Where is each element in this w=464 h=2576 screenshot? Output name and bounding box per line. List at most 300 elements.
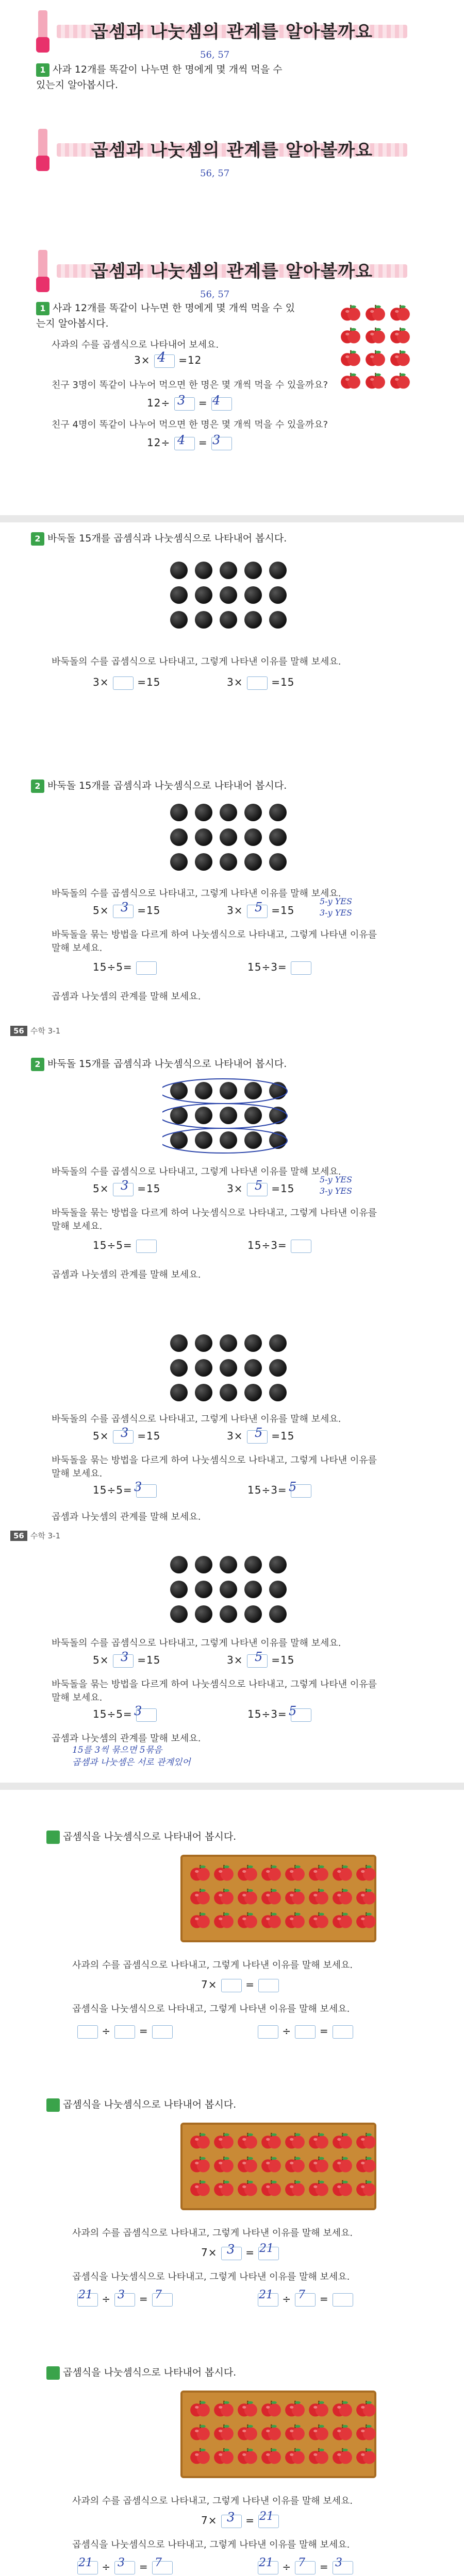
apple-item — [190, 2400, 212, 2420]
q3-text-3: 곱셈식을 나눗셈식으로 나타내어 봅시다. — [63, 2367, 237, 2378]
dot-item — [244, 586, 262, 604]
dot-item — [195, 1581, 212, 1598]
panel-q1-worked — [0, 240, 464, 513]
q2-sub-b-4: 바둑돌을 묶는 방법을 다르게 하여 나눗셈식으로 나타내고, 그렇게 나타낸 이유를 말해 보세요. — [52, 1455, 377, 1479]
dot-item — [170, 828, 188, 846]
q3-eq-a: 7× = — [201, 1978, 279, 1992]
apple-item — [237, 2132, 260, 2153]
dot-item — [170, 611, 188, 629]
dot-item — [220, 804, 237, 821]
panel-q2-worked — [0, 1329, 464, 1546]
apple-item — [308, 2156, 331, 2176]
dot-item — [269, 611, 287, 629]
dot-item — [244, 1605, 262, 1623]
apple-item — [285, 2132, 307, 2153]
q2-number-2: 2 — [31, 779, 44, 793]
apple-item — [261, 1911, 284, 1932]
q2-text: 바둑돌 15개를 곱셈식과 나눗셈식으로 나타내어 봅시다. — [47, 533, 287, 544]
apple-item — [261, 1864, 284, 1885]
dot-item — [220, 1384, 237, 1401]
panel-q2-grouped — [0, 1051, 464, 1319]
apple-item — [261, 2424, 284, 2444]
dot-item — [170, 1334, 188, 1352]
apple-item — [261, 2400, 284, 2420]
dot-item — [244, 828, 262, 846]
dot-item — [170, 804, 188, 821]
q2-hw-a1-5: 3 — [121, 1650, 129, 1664]
q3-hw-a1-3: 3 — [227, 2510, 235, 2524]
apple-item — [237, 2447, 260, 2468]
q1-text: 사과 12개를 똑같이 나누면 한 명에게 몇 개씩 먹을 수 있는지 알아봅시다. — [36, 64, 283, 91]
q2-box-a2[interactable] — [247, 676, 268, 690]
dot-item — [195, 586, 212, 604]
q2-hw-b1-5: 3 — [134, 1704, 142, 1718]
apple-item — [213, 2156, 236, 2176]
q2-note3: 15를 3씩 묶으면 5묶음 — [72, 1745, 162, 1755]
apple-item — [190, 2156, 212, 2176]
apple-item — [237, 1864, 260, 1885]
dot-item — [269, 1556, 287, 1573]
q2-sub-c-5: 곱셈과 나눗셈의 관계를 말해 보세요. — [52, 1733, 201, 1744]
q2-sub-b-5: 바둑돌을 묶는 방법을 다르게 하여 나눗셈식으로 나타내고, 그렇게 나타낸 이유를 말해 보세요. — [52, 1679, 377, 1703]
dot-item — [269, 1384, 287, 1401]
q3-text-2: 곱셈식을 나눗셈식으로 나타내어 봅시다. — [63, 2099, 237, 2110]
q3-hw-a2-2: 21 — [259, 2242, 274, 2255]
q3-box-b1b[interactable] — [114, 2025, 135, 2039]
dot-item — [170, 853, 188, 871]
q3-box-b1c[interactable] — [152, 2025, 173, 2039]
apple-item — [356, 2447, 378, 2468]
q2-box-b1-3[interactable] — [136, 1240, 157, 1253]
go-stone-grid — [170, 562, 287, 629]
q1-sub-b: 친구 3명이 똑같이 나누어 먹으면 한 명은 몇 개씩 먹을 수 있을까요? — [52, 380, 328, 391]
dot-item — [170, 1581, 188, 1598]
q2-eq-b2-4: 15÷3= — [247, 1484, 311, 1498]
apple-item — [390, 349, 412, 370]
dot-item — [244, 1556, 262, 1573]
dot-item — [244, 562, 262, 579]
dot-item — [220, 853, 237, 871]
q2-hw-a2-5: 5 — [255, 1650, 263, 1664]
apple-item — [285, 1888, 307, 1908]
apple-item — [332, 1864, 355, 1885]
panel-q3-worked — [0, 2360, 464, 2576]
dot-item — [170, 1556, 188, 1573]
panel-q3-blank — [0, 1824, 464, 2081]
q2-eq-a2-3: 3× =15 — [227, 1182, 294, 1196]
apple-item — [308, 1888, 331, 1908]
q2-note2-3: 3-y YES — [320, 1186, 352, 1196]
panel-q2-partial — [0, 773, 464, 1041]
q2-box-b2-3[interactable] — [291, 1240, 311, 1253]
apple-item — [190, 1864, 212, 1885]
q2-eq-b1-5: 15÷5= — [93, 1708, 157, 1722]
q3-box-b2a[interactable] — [258, 2025, 278, 2039]
footer-label: 수학 3-1 — [30, 1026, 61, 1036]
q3-question-2 — [46, 2097, 236, 2112]
q2-box-b1-2[interactable] — [136, 961, 157, 975]
dot-item — [170, 1605, 188, 1623]
lesson-header-2 — [0, 118, 464, 180]
apple-item — [190, 2424, 212, 2444]
q2-hw-a1-4: 3 — [121, 1426, 129, 1440]
q2-note1-3: 5-y YES — [320, 1175, 352, 1184]
apple-item — [285, 2447, 307, 2468]
apple-item — [332, 2400, 355, 2420]
q3-sub-b-3: 곱셈식을 나눗셈식으로 나타내고, 그렇게 나타낸 이유를 말해 보세요. — [72, 2539, 350, 2550]
q3-text: 곱셈식을 나눗셈식으로 나타내어 봅시다. — [63, 1831, 237, 1842]
grouping-ovals — [162, 1076, 307, 1158]
dot-item — [244, 804, 262, 821]
q1-handwriting-c2: 3 — [212, 433, 221, 447]
apple-item — [213, 1864, 236, 1885]
apple-item — [390, 372, 412, 393]
apple-item — [237, 2179, 260, 2200]
dot-item — [269, 586, 287, 604]
apple-item — [308, 1864, 331, 1885]
q2-eq-a2-5: 3× =15 — [227, 1654, 294, 1668]
q3-sub-a: 사과의 수를 곱셈식으로 나타내고, 그렇게 나타낸 이유를 말해 보세요. — [72, 1960, 353, 1971]
dot-item — [244, 1334, 262, 1352]
dot-item — [195, 1605, 212, 1623]
apple-item — [190, 2179, 212, 2200]
q2-sub-a-2: 바둑돌의 수를 곱셈식으로 나타내고, 그렇게 나타낸 이유를 말해 보세요. — [52, 888, 341, 899]
q1-handwriting-a: 4 — [157, 350, 166, 365]
divider — [0, 515, 464, 522]
pencil-icon-2 — [46, 2098, 60, 2112]
q3-hw-b1b-3: 3 — [118, 2556, 125, 2569]
footer-label-2: 수학 3-1 — [30, 1531, 61, 1540]
apple-item — [213, 2400, 236, 2420]
dot-item — [220, 828, 237, 846]
apple-item — [308, 2424, 331, 2444]
q1-sub-c: 친구 4명이 똑같이 나누어 먹으면 한 명은 몇 개씩 먹을 수 있을까요? — [52, 419, 328, 430]
go-stone-grid-4 — [170, 1334, 287, 1401]
q3-box-b2c-2[interactable] — [333, 2293, 353, 2307]
dot-item — [195, 1556, 212, 1573]
q2-eq-a1-4: 5× =15 — [93, 1430, 160, 1444]
apple-item — [332, 2447, 355, 2468]
dot-item — [220, 586, 237, 604]
q3-box-b2c[interactable] — [333, 2025, 353, 2039]
q2-eq-b2-2: 15÷3= — [247, 961, 311, 975]
dot-item — [244, 1581, 262, 1598]
q2-eq-a2-2: 3× =15 — [227, 904, 294, 918]
apple-item — [356, 2400, 378, 2420]
q1-eq-c: 12÷ = — [147, 436, 232, 450]
q3-hw-b1c-2: 7 — [155, 2289, 162, 2301]
apple-crate-2 — [180, 2123, 376, 2210]
dot-item — [195, 1384, 212, 1401]
apple-item — [261, 1888, 284, 1908]
page-footer-2 — [10, 1530, 60, 1541]
apple-item — [340, 304, 363, 325]
apple-item — [332, 2424, 355, 2444]
footer-page: 56 — [10, 1026, 27, 1036]
apple-item — [365, 327, 388, 347]
q3-question-3 — [46, 2365, 236, 2380]
q3-sub-a-2: 사과의 수를 곱셈식으로 나타내고, 그렇게 나타낸 이유를 말해 보세요. — [72, 2228, 353, 2239]
apple-item — [356, 2156, 378, 2176]
dot-item — [244, 611, 262, 629]
dot-item — [195, 562, 212, 579]
q3-hw-b1a-3: 21 — [78, 2556, 93, 2569]
q1-handwriting-c1: 4 — [177, 433, 186, 447]
panel-q2-blank — [0, 526, 464, 762]
dot-item — [269, 562, 287, 579]
q2-box-a1[interactable] — [113, 676, 134, 690]
apple-item — [213, 2179, 236, 2200]
apple-crate — [180, 1855, 376, 1942]
q2-eq-a1-5: 5× =15 — [93, 1654, 160, 1668]
dot-item — [220, 1556, 237, 1573]
dot-item — [195, 853, 212, 871]
q3-hw-b2c-3: 3 — [335, 2556, 342, 2569]
q2-text-2: 바둑돌 15개를 곱셈식과 나눗셈식으로 나타내어 봅시다. — [47, 780, 287, 791]
q3-hw-b1b-2: 3 — [118, 2289, 125, 2301]
apple-item — [356, 1911, 378, 1932]
apple-item — [308, 2447, 331, 2468]
q2-eq-b2-3: 15÷3= — [247, 1239, 311, 1253]
apple-item — [356, 2424, 378, 2444]
dot-item — [170, 562, 188, 579]
apple-item — [308, 2400, 331, 2420]
panel-q2-final — [0, 1551, 464, 1777]
dot-item — [269, 1605, 287, 1623]
apple-item — [237, 1888, 260, 1908]
q2-sub-a-4: 바둑돌의 수를 곱셈식으로 나타내고, 그렇게 나타낸 이유를 말해 보세요. — [52, 1414, 341, 1425]
q2-eq-a1: 3× =15 — [93, 676, 160, 690]
q2-question-2 — [31, 778, 287, 793]
apple-item — [261, 2156, 284, 2176]
apple-item — [365, 372, 388, 393]
q3-eq-b1-2: ÷ = — [77, 2293, 173, 2307]
dot-item — [244, 853, 262, 871]
q2-hw-a2-4: 5 — [255, 1426, 263, 1440]
q2-sub-a-5: 바둑돌의 수를 곱셈식으로 나타내고, 그렇게 나타낸 이유를 말해 보세요. — [52, 1638, 341, 1649]
dot-item — [220, 562, 237, 579]
pencil-icon — [46, 1831, 60, 1844]
q3-eq-b2-2: ÷ = — [258, 2293, 353, 2307]
q3-hw-b2b-3: 7 — [298, 2556, 305, 2569]
apple-item — [213, 1888, 236, 1908]
apple-item — [190, 2447, 212, 2468]
apple-item — [213, 2447, 236, 2468]
panel-q3-partial — [0, 2092, 464, 2349]
lesson-title-2: 곱셈과 나눗셈의 관계를 알아볼까요 — [91, 140, 373, 161]
q2-question-3 — [31, 1056, 287, 1072]
apple-item — [356, 2132, 378, 2153]
apple-item — [213, 1911, 236, 1932]
dot-item — [220, 1359, 237, 1377]
q3-box-b2b[interactable] — [295, 2025, 316, 2039]
dot-item — [269, 804, 287, 821]
apple-item — [308, 2179, 331, 2200]
q2-eq-b1-4: 15÷5= — [93, 1484, 157, 1498]
apple-item — [261, 2179, 284, 2200]
apple-item — [190, 1911, 212, 1932]
q2-hw-b1-4: 3 — [134, 1480, 142, 1494]
apple-grid — [340, 304, 412, 393]
q1-number-3: 1 — [36, 302, 49, 315]
q1-handwriting-b2: 4 — [212, 393, 221, 408]
apple-item — [190, 1888, 212, 1908]
apple-item — [332, 1911, 355, 1932]
q2-text-3: 바둑돌 15개를 곱셈식과 나눗셈식으로 나타내어 봅시다. — [47, 1058, 287, 1070]
dot-item — [269, 853, 287, 871]
lesson-header — [0, 0, 464, 62]
apple-item — [365, 349, 388, 370]
q2-eq-b2-5: 15÷3= — [247, 1708, 311, 1722]
q3-box-b1a[interactable] — [77, 2025, 98, 2039]
q2-eq-a2: 3× =15 — [227, 676, 294, 690]
apple-item — [285, 1911, 307, 1932]
apple-item — [285, 1864, 307, 1885]
q3-hw-a1-2: 3 — [227, 2242, 235, 2257]
q3-eq-a-3: 7× = — [201, 2514, 279, 2528]
q2-hw-a1-3: 3 — [121, 1178, 129, 1193]
q2-note2: 3-y YES — [320, 908, 352, 918]
q3-eq-b1: ÷ = — [77, 2025, 173, 2039]
q3-hw-b2a-2: 21 — [259, 2289, 273, 2301]
apple-item — [285, 2179, 307, 2200]
go-stone-grid-5 — [170, 1556, 287, 1623]
dot-item — [220, 1334, 237, 1352]
apple-item — [285, 2400, 307, 2420]
lesson-header-3 — [0, 240, 464, 301]
apple-item — [356, 1864, 378, 1885]
dot-item — [195, 828, 212, 846]
q2-note1: 5-y YES — [320, 896, 352, 906]
apple-item — [237, 2400, 260, 2420]
apple-item — [237, 2424, 260, 2444]
q3-eq-b2: ÷ = — [258, 2025, 353, 2039]
q1-eq-b: 12÷ = — [147, 397, 232, 411]
q1-eq-a: 3× =12 — [134, 354, 202, 368]
q3-eq-b1-3: ÷ = — [77, 2561, 173, 2574]
dot-item — [195, 1359, 212, 1377]
apple-item — [261, 2132, 284, 2153]
q2-eq-a1-3: 5× =15 — [93, 1182, 160, 1196]
q2-hw-a2-3: 5 — [255, 1178, 263, 1193]
apple-item — [356, 1888, 378, 1908]
dot-item — [269, 1359, 287, 1377]
lesson-title: 곱셈과 나눗셈의 관계를 알아볼까요 — [91, 22, 373, 42]
lesson-pages-2: 56, 57 — [200, 168, 230, 179]
dot-item — [220, 1605, 237, 1623]
q2-hw-b2-4: 5 — [289, 1480, 297, 1494]
dot-item — [244, 1384, 262, 1401]
q1-question — [36, 62, 294, 93]
q3-box-a1[interactable] — [221, 1979, 242, 1992]
q2-eq-b1-2: 15÷5= — [93, 961, 157, 975]
apple-item — [213, 2132, 236, 2153]
apple-item — [308, 1911, 331, 1932]
divider-2 — [0, 1783, 464, 1790]
dot-item — [170, 586, 188, 604]
q2-sub-c-4: 곱셈과 나눗셈의 관계를 말해 보세요. — [52, 1512, 201, 1522]
dot-item — [269, 828, 287, 846]
dot-item — [269, 1581, 287, 1598]
apple-item — [340, 327, 363, 347]
apple-item — [237, 2156, 260, 2176]
q2-question — [31, 531, 287, 546]
q2-sub-b-3: 바둑돌을 묶는 방법을 다르게 하여 나눗셈식으로 나타내고, 그렇게 나타낸 이유를 말해 보세요. — [52, 1208, 377, 1232]
apple-item — [285, 2424, 307, 2444]
q3-sub-b-2: 곱셈식을 나눗셈식으로 나타내고, 그렇게 나타낸 이유를 말해 보세요. — [72, 2272, 350, 2282]
q3-box-a2[interactable] — [258, 1979, 279, 1992]
dot-item — [195, 804, 212, 821]
q1-question-3 — [36, 300, 304, 331]
q3-eq-b2-3: ÷ = — [258, 2561, 353, 2574]
dot-item — [244, 1359, 262, 1377]
apple-item — [332, 2156, 355, 2176]
dot-item — [220, 1581, 237, 1598]
q2-eq-a1-2: 5× =15 — [93, 904, 160, 918]
q2-sub-b-2: 바둑돌을 묶는 방법을 다르게 하여 나눗셈식으로 나타내고, 그렇게 나타낸 이유를 말해 보세요. — [52, 929, 377, 954]
apple-item — [261, 2447, 284, 2468]
lesson-pages: 56, 57 — [200, 49, 230, 60]
q3-hw-a2-3: 21 — [259, 2510, 274, 2523]
q1-number: 1 — [36, 63, 49, 77]
apple-item — [340, 372, 363, 393]
apple-item — [356, 2179, 378, 2200]
apple-item — [308, 2132, 331, 2153]
dot-item — [195, 611, 212, 629]
q3-sub-b: 곱셈식을 나눗셈식으로 나타내고, 그렇게 나타낸 이유를 말해 보세요. — [72, 2004, 350, 2014]
q2-number: 2 — [31, 532, 44, 546]
dot-item — [269, 1334, 287, 1352]
dot-item — [170, 1359, 188, 1377]
q2-hw-a2-2: 5 — [255, 900, 263, 914]
q2-sub-c-3: 곱셈과 나눗셈의 관계를 말해 보세요. — [52, 1269, 201, 1280]
q3-hw-b1a-2: 21 — [78, 2289, 93, 2301]
q2-note4: 곱셈과 나눗셈은 서로 관계있어 — [72, 1757, 191, 1768]
q3-hw-b1c-3: 7 — [155, 2556, 162, 2569]
q3-hw-b2a-3: 21 — [259, 2556, 273, 2569]
q3-sub-a-3: 사과의 수를 곱셈식으로 나타내고, 그렇게 나타낸 이유를 말해 보세요. — [72, 2496, 353, 2506]
apple-item — [213, 2424, 236, 2444]
q2-sub-a: 바둑돌의 수를 곱셈식으로 나타내고, 그렇게 나타낸 이유를 말해 보세요. — [52, 656, 341, 667]
q2-box-b2-2[interactable] — [291, 961, 311, 975]
q2-eq-b1-3: 15÷5= — [93, 1239, 157, 1253]
go-stone-grid-2 — [170, 804, 287, 871]
apple-item — [390, 327, 412, 347]
apple-item — [390, 304, 412, 325]
panel-q1-answer — [0, 118, 464, 227]
apple-item — [285, 2156, 307, 2176]
apple-item — [237, 1911, 260, 1932]
q2-hw-a1-2: 3 — [121, 900, 129, 914]
lesson-pages-3: 56, 57 — [200, 289, 230, 300]
q3-question — [46, 1829, 236, 1844]
q2-sub-c-2: 곱셈과 나눗셈의 관계를 말해 보세요. — [52, 991, 201, 1002]
page-footer — [10, 1025, 60, 1036]
q2-hw-b2-5: 5 — [289, 1704, 297, 1718]
apple-crate-3 — [180, 2391, 376, 2478]
apple-item — [190, 2132, 212, 2153]
q1-text-3: 사과 12개를 똑같이 나누면 한 명에게 몇 개씩 먹을 수 있는지 알아봅시다. — [36, 302, 295, 329]
dot-item — [220, 611, 237, 629]
q2-sub-a-3: 바둑돌의 수를 곱셈식으로 나타내고, 그렇게 나타낸 이유를 말해 보세요. — [52, 1166, 341, 1177]
pencil-icon-3 — [46, 2366, 60, 2380]
q2-number-3: 2 — [31, 1058, 44, 1071]
q3-hw-b2b-2: 7 — [298, 2289, 305, 2301]
apple-item — [332, 2132, 355, 2153]
apple-item — [340, 349, 363, 370]
footer-page-2: 56 — [10, 1531, 27, 1541]
q3-eq-a-2: 7× = — [201, 2246, 279, 2260]
